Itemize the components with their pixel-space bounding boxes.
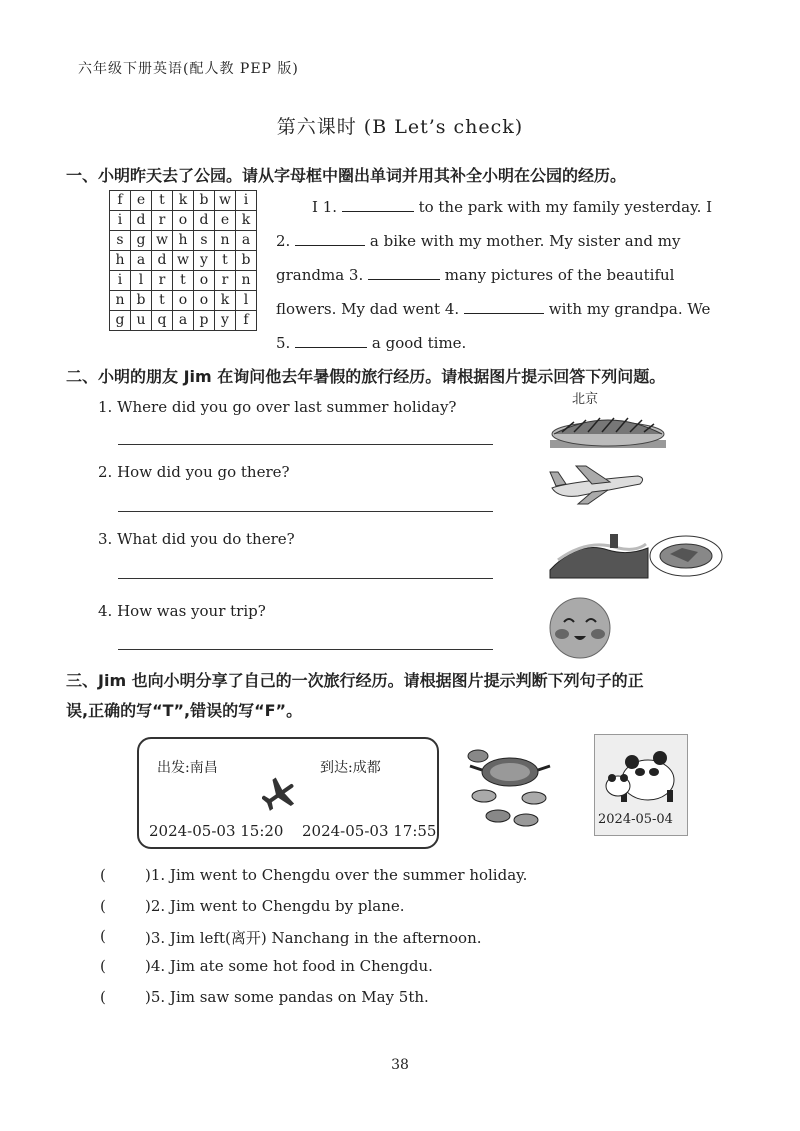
grid-cell[interactable]: d	[152, 251, 173, 271]
section3-instruction-line2: 误,正确的写“T”,错误的写“F”。	[66, 701, 303, 720]
grid-cell[interactable]: o	[173, 211, 194, 231]
grid-cell[interactable]: o	[194, 271, 215, 291]
answer-paren-2[interactable]: (	[100, 897, 106, 915]
answer-line-1[interactable]	[118, 444, 493, 445]
answer-line-2[interactable]	[118, 511, 493, 512]
lesson-title: 第六课时 (B Let’s check)	[276, 116, 524, 138]
blank-4[interactable]	[464, 297, 544, 314]
grid-cell[interactable]: i	[236, 191, 257, 211]
tf-statement-2: )2. Jim went to Chengdu by plane.	[145, 897, 405, 915]
question-3: 3. What did you do there?	[98, 530, 295, 548]
tf-statement-3: )3. Jim left(离开) Nanchang in the afternoon.	[145, 929, 482, 947]
grid-cell[interactable]: a	[131, 251, 152, 271]
grid-cell[interactable]: k	[173, 191, 194, 211]
grid-cell[interactable]: y	[194, 251, 215, 271]
page-number: 38	[391, 1057, 409, 1073]
grid-cell[interactable]: o	[194, 291, 215, 311]
grid-cell[interactable]: w	[173, 251, 194, 271]
para-text: flowers. My dad went 4.	[276, 300, 460, 318]
grid-cell[interactable]: t	[152, 291, 173, 311]
grid-row	[110, 271, 257, 291]
plane-icon	[262, 776, 298, 812]
smiley-face-icon	[548, 596, 612, 660]
hotpot-icon	[464, 748, 558, 834]
grid-cell[interactable]: y	[215, 311, 236, 331]
answer-paren-4[interactable]: (	[100, 957, 106, 975]
grid-cell[interactable]: p	[194, 311, 215, 331]
grid-cell[interactable]: u	[131, 311, 152, 331]
question-1: 1. Where did you go over last summer holiday?	[98, 398, 457, 416]
grid-cell[interactable]: l	[131, 271, 152, 291]
grid-row	[110, 291, 257, 311]
grid-cell[interactable]: k	[236, 211, 257, 231]
grid-cell[interactable]: n	[110, 291, 131, 311]
grid-cell[interactable]: e	[131, 191, 152, 211]
para-text: a good time.	[371, 334, 467, 352]
answer-paren-3[interactable]: (	[100, 927, 106, 945]
letter-grid	[109, 190, 257, 331]
grid-cell[interactable]: l	[236, 291, 257, 311]
grid-cell[interactable]: w	[152, 231, 173, 251]
tf-statement-1: )1. Jim went to Chengdu over the summer holiday.	[145, 866, 528, 884]
section1-instruction: 一、小明昨天去了公园。请从字母框中圈出单词并用其补全小明在公园的经历。	[66, 166, 627, 185]
answer-paren-5[interactable]: (	[100, 988, 106, 1006]
answer-paren-1[interactable]: (	[100, 866, 106, 884]
grid-cell[interactable]: d	[194, 211, 215, 231]
tf-statement-5: )5. Jim saw some pandas on May 5th.	[145, 988, 429, 1006]
section1-paragraph	[276, 190, 728, 360]
grid-row	[110, 311, 257, 331]
ticket-depart: 出发:南昌	[157, 760, 218, 776]
grid-cell[interactable]: i	[110, 211, 131, 231]
blank-2[interactable]	[295, 229, 365, 246]
para-text: I 1.	[312, 198, 338, 216]
grid-cell[interactable]: a	[173, 311, 194, 331]
grid-cell[interactable]: w	[215, 191, 236, 211]
grid-cell[interactable]: e	[215, 211, 236, 231]
grid-row	[110, 191, 257, 211]
answer-line-4[interactable]	[118, 649, 493, 650]
para-text: a bike with my mother. My sister and my	[369, 232, 681, 250]
para-text: 5.	[276, 334, 291, 352]
birds-nest-stadium-icon	[548, 404, 668, 450]
grid-cell[interactable]: h	[173, 231, 194, 251]
blank-5[interactable]	[295, 331, 367, 348]
para-text: many pictures of the beautiful	[444, 266, 675, 284]
para-text: 2.	[276, 232, 291, 250]
answer-line-3[interactable]	[118, 578, 493, 579]
grid-cell[interactable]: a	[236, 231, 257, 251]
grid-cell[interactable]: t	[152, 191, 173, 211]
question-2: 2. How did you go there?	[98, 463, 290, 481]
grid-cell[interactable]: d	[131, 211, 152, 231]
blank-3[interactable]	[368, 263, 440, 280]
grid-cell[interactable]: g	[131, 231, 152, 251]
book-header: 六年级下册英语(配人教 PEP 版)	[78, 61, 299, 77]
grid-cell[interactable]: r	[152, 211, 173, 231]
grid-cell[interactable]: n	[236, 271, 257, 291]
airplane-icon	[548, 462, 648, 506]
section3-instruction-line1: 三、Jim 也向小明分享了自己的一次旅行经历。请根据图片提示判断下列句子的正	[66, 671, 644, 690]
ticket-depart-time: 2024-05-03 15:20	[149, 822, 284, 840]
grid-cell[interactable]: r	[152, 271, 173, 291]
great-wall-and-duck-icon	[548, 520, 728, 582]
blank-1[interactable]	[342, 195, 414, 212]
grid-cell[interactable]: f	[236, 311, 257, 331]
para-text: with my grandpa. We	[548, 300, 711, 318]
grid-cell[interactable]: i	[110, 271, 131, 291]
grid-cell[interactable]: b	[236, 251, 257, 271]
grid-cell[interactable]: q	[152, 311, 173, 331]
grid-cell[interactable]: t	[215, 251, 236, 271]
panda-icon	[602, 740, 680, 804]
ticket-arrive: 到达:成都	[320, 760, 381, 776]
grid-cell[interactable]: g	[110, 311, 131, 331]
grid-row	[110, 211, 257, 231]
grid-cell[interactable]: r	[215, 271, 236, 291]
beijing-label: 北京	[572, 392, 599, 407]
grid-cell[interactable]: t	[173, 271, 194, 291]
grid-cell[interactable]: h	[110, 251, 131, 271]
grid-cell[interactable]: s	[194, 231, 215, 251]
question-4: 4. How was your trip?	[98, 602, 266, 620]
grid-cell[interactable]: f	[110, 191, 131, 211]
grid-cell[interactable]: b	[194, 191, 215, 211]
para-text: to the park with my family yesterday. I	[418, 198, 713, 216]
photo-date: 2024-05-04	[598, 812, 673, 827]
grid-cell[interactable]: s	[110, 231, 131, 251]
section2-instruction: 二、小明的朋友 Jim 在询问他去年暑假的旅行经历。请根据图片提示回答下列问题。	[66, 367, 666, 386]
grid-row	[110, 231, 257, 251]
para-text: grandma 3.	[276, 266, 364, 284]
grid-cell[interactable]: n	[215, 231, 236, 251]
grid-cell[interactable]: k	[215, 291, 236, 311]
grid-cell[interactable]: o	[173, 291, 194, 311]
ticket-arrive-time: 2024-05-03 17:55	[302, 822, 437, 840]
grid-row	[110, 251, 257, 271]
tf-statement-4: )4. Jim ate some hot food in Chengdu.	[145, 957, 433, 975]
grid-cell[interactable]: b	[131, 291, 152, 311]
